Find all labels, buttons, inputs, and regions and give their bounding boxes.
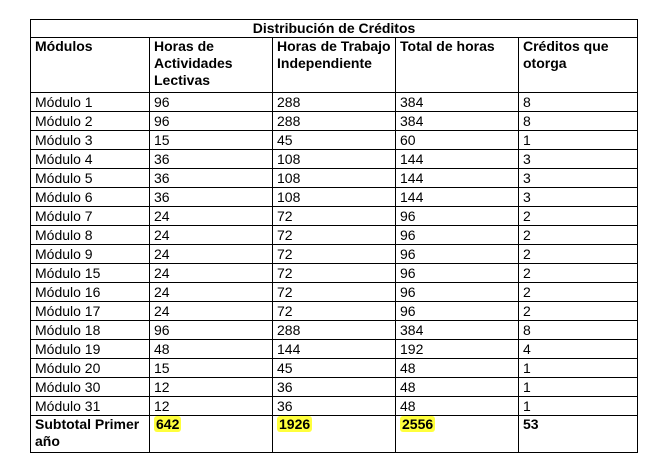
header-modulos: Módulos bbox=[31, 38, 150, 93]
lectivas-cell: 36 bbox=[150, 150, 273, 169]
total-cell: 48 bbox=[396, 397, 519, 416]
lectivas-cell: 15 bbox=[150, 131, 273, 150]
creditos-cell: 2 bbox=[519, 226, 638, 245]
total-cell: 48 bbox=[396, 378, 519, 397]
creditos-cell: 1 bbox=[519, 131, 638, 150]
lectivas-cell: 24 bbox=[150, 264, 273, 283]
subtotal-lectivas: 642 bbox=[156, 416, 180, 432]
subtotal-total: 2556 bbox=[402, 416, 434, 432]
module-name-cell: Módulo 16 bbox=[31, 283, 150, 302]
lectivas-cell: 24 bbox=[150, 302, 273, 321]
lectivas-cell: 12 bbox=[150, 397, 273, 416]
module-name-cell: Módulo 7 bbox=[31, 207, 150, 226]
module-name-cell: Módulo 18 bbox=[31, 321, 150, 340]
creditos-cell: 1 bbox=[519, 359, 638, 378]
total-cell: 96 bbox=[396, 302, 519, 321]
lectivas-cell: 12 bbox=[150, 378, 273, 397]
total-cell: 384 bbox=[396, 112, 519, 131]
independiente-cell: 108 bbox=[273, 188, 396, 207]
independiente-cell: 288 bbox=[273, 321, 396, 340]
module-name-cell: Módulo 20 bbox=[31, 359, 150, 378]
table-row bbox=[31, 226, 638, 245]
table-row bbox=[31, 112, 638, 131]
lectivas-cell: 96 bbox=[150, 93, 273, 112]
independiente-cell: 72 bbox=[273, 226, 396, 245]
total-cell: 144 bbox=[396, 150, 519, 169]
module-name-cell: Módulo 15 bbox=[31, 264, 150, 283]
creditos-cell: 2 bbox=[519, 207, 638, 226]
lectivas-cell: 36 bbox=[150, 188, 273, 207]
creditos-cell: 3 bbox=[519, 188, 638, 207]
independiente-cell: 72 bbox=[273, 283, 396, 302]
creditos-cell: 2 bbox=[519, 245, 638, 264]
creditos-cell: 8 bbox=[519, 112, 638, 131]
total-cell: 384 bbox=[396, 321, 519, 340]
table-row bbox=[31, 93, 638, 112]
module-name-cell: Módulo 2 bbox=[31, 112, 150, 131]
independiente-cell: 72 bbox=[273, 264, 396, 283]
lectivas-cell: 24 bbox=[150, 245, 273, 264]
table-row bbox=[31, 397, 638, 416]
independiente-cell: 72 bbox=[273, 302, 396, 321]
header-horas-lectivas: Horas de Actividades Lectivas bbox=[150, 38, 273, 93]
table-row bbox=[31, 245, 638, 264]
creditos-cell: 3 bbox=[519, 150, 638, 169]
lectivas-cell: 36 bbox=[150, 169, 273, 188]
table-row bbox=[31, 131, 638, 150]
total-cell: 96 bbox=[396, 226, 519, 245]
table-row bbox=[31, 264, 638, 283]
creditos-cell: 8 bbox=[519, 321, 638, 340]
total-cell: 96 bbox=[396, 283, 519, 302]
lectivas-cell: 96 bbox=[150, 112, 273, 131]
creditos-cell: 3 bbox=[519, 169, 638, 188]
lectivas-cell: 15 bbox=[150, 359, 273, 378]
module-name-cell: Módulo 5 bbox=[31, 169, 150, 188]
credits-table bbox=[30, 19, 638, 453]
independiente-cell: 108 bbox=[273, 169, 396, 188]
lectivas-cell: 24 bbox=[150, 226, 273, 245]
subtotal-independiente: 1926 bbox=[279, 416, 311, 432]
creditos-cell: 8 bbox=[519, 93, 638, 112]
total-cell: 60 bbox=[396, 131, 519, 150]
table-row bbox=[31, 321, 638, 340]
independiente-cell: 45 bbox=[273, 359, 396, 378]
module-name-cell: Módulo 3 bbox=[31, 131, 150, 150]
creditos-cell: 2 bbox=[519, 264, 638, 283]
module-name-cell: Módulo 4 bbox=[31, 150, 150, 169]
creditos-cell: 4 bbox=[519, 340, 638, 359]
independiente-cell: 36 bbox=[273, 397, 396, 416]
total-cell: 96 bbox=[396, 264, 519, 283]
independiente-cell: 288 bbox=[273, 93, 396, 112]
creditos-cell: 1 bbox=[519, 378, 638, 397]
independiente-cell: 108 bbox=[273, 150, 396, 169]
subtotal-creditos: 53 bbox=[519, 416, 638, 453]
creditos-cell: 2 bbox=[519, 283, 638, 302]
table-row bbox=[31, 188, 638, 207]
creditos-cell: 1 bbox=[519, 397, 638, 416]
module-name-cell: Módulo 31 bbox=[31, 397, 150, 416]
independiente-cell: 72 bbox=[273, 245, 396, 264]
header-horas-independiente: Horas de Trabajo Independiente bbox=[273, 38, 396, 93]
independiente-cell: 288 bbox=[273, 112, 396, 131]
total-cell: 96 bbox=[396, 245, 519, 264]
creditos-cell: 2 bbox=[519, 302, 638, 321]
module-name-cell: Módulo 1 bbox=[31, 93, 150, 112]
table-body bbox=[31, 93, 638, 416]
total-cell: 144 bbox=[396, 169, 519, 188]
lectivas-cell: 24 bbox=[150, 207, 273, 226]
subtotal-row bbox=[31, 416, 638, 453]
independiente-cell: 144 bbox=[273, 340, 396, 359]
header-total-horas: Total de horas bbox=[396, 38, 519, 93]
total-cell: 384 bbox=[396, 93, 519, 112]
total-cell: 192 bbox=[396, 340, 519, 359]
table-row bbox=[31, 283, 638, 302]
table-row bbox=[31, 378, 638, 397]
table-row bbox=[31, 150, 638, 169]
total-cell: 48 bbox=[396, 359, 519, 378]
subtotal-label: Subtotal Primer año bbox=[31, 416, 150, 453]
table-row bbox=[31, 359, 638, 378]
module-name-cell: Módulo 9 bbox=[31, 245, 150, 264]
header-creditos: Créditos que otorga bbox=[519, 38, 638, 93]
total-cell: 96 bbox=[396, 207, 519, 226]
independiente-cell: 36 bbox=[273, 378, 396, 397]
table-row bbox=[31, 302, 638, 321]
module-name-cell: Módulo 6 bbox=[31, 188, 150, 207]
table-row bbox=[31, 169, 638, 188]
lectivas-cell: 24 bbox=[150, 283, 273, 302]
module-name-cell: Módulo 19 bbox=[31, 340, 150, 359]
module-name-cell: Módulo 30 bbox=[31, 378, 150, 397]
module-name-cell: Módulo 8 bbox=[31, 226, 150, 245]
module-name-cell: Módulo 17 bbox=[31, 302, 150, 321]
table-title: Distribución de Créditos bbox=[31, 20, 638, 38]
table-row bbox=[31, 340, 638, 359]
independiente-cell: 72 bbox=[273, 207, 396, 226]
independiente-cell: 45 bbox=[273, 131, 396, 150]
total-cell: 144 bbox=[396, 188, 519, 207]
lectivas-cell: 96 bbox=[150, 321, 273, 340]
table-row bbox=[31, 207, 638, 226]
lectivas-cell: 48 bbox=[150, 340, 273, 359]
